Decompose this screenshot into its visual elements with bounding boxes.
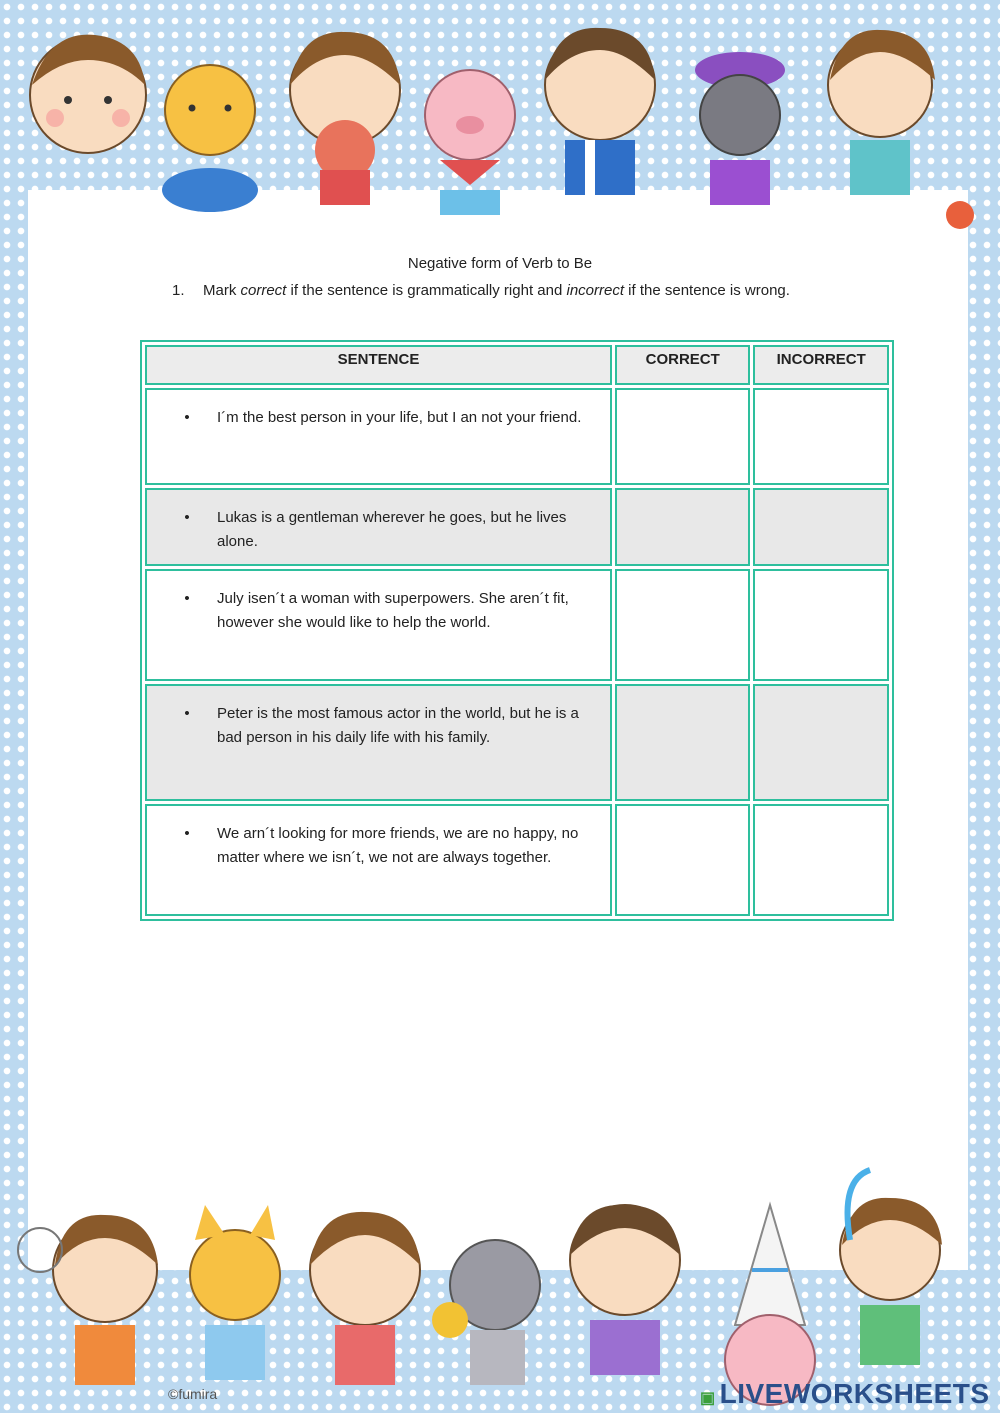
sentence-text: I´m the best person in your life, but I an not your friend.: [217, 409, 582, 426]
table-row: [145, 804, 889, 916]
table-row: [145, 569, 889, 681]
sentence-cell: [145, 684, 612, 801]
header-correct: CORRECT: [615, 345, 750, 385]
instruction-text: Mark correct if the sentence is grammatically right and incorrect if the sentence is wrong.: [203, 282, 790, 299]
incorrect-answer-box[interactable]: [753, 569, 889, 681]
sentence-text: July isen´t a woman with superpowers. She aren´t fit, however she would like to help the world.: [217, 590, 569, 631]
header-sentence: SENTENCE: [145, 345, 612, 385]
bottom-illustration: [0, 1160, 1000, 1413]
correct-answer-box[interactable]: [615, 388, 750, 485]
logo-icon: ▣: [700, 1390, 716, 1407]
kids-illustration: [30, 28, 974, 229]
sentence-cell: [145, 804, 612, 916]
bullet-icon: •: [184, 705, 190, 722]
worksheet-title: Negative form of Verb to Be: [407, 255, 593, 272]
answer-table: [140, 340, 894, 921]
correct-answer-box[interactable]: [615, 569, 750, 681]
sentence-cell: [145, 488, 612, 566]
correct-answer-box[interactable]: [615, 684, 750, 801]
incorrect-answer-box[interactable]: [753, 388, 889, 485]
sentence-cell: [145, 388, 612, 485]
incorrect-answer-box[interactable]: [753, 488, 889, 566]
kids-illustration: [18, 1170, 942, 1405]
illustration-credit: ©fumira: [168, 1386, 218, 1402]
incorrect-answer-box[interactable]: [753, 804, 889, 916]
sentence-cell: [145, 569, 612, 681]
incorrect-answer-box[interactable]: [753, 684, 889, 801]
table-row: [145, 488, 889, 566]
table-header-row: [145, 345, 889, 385]
liveworksheets-logo[interactable]: ▣ LIVEWORKSHEETS: [700, 1378, 990, 1409]
sentence-text: Peter is the most famous actor in the world, but he is a bad person in his daily life with his family.: [217, 705, 579, 746]
bullet-icon: •: [184, 825, 190, 842]
bullet-icon: •: [184, 409, 190, 426]
instruction: [172, 279, 832, 303]
bullet-icon: •: [184, 590, 190, 607]
sentence-text: Lukas is a gentleman wherever he goes, but he lives alone.: [217, 509, 567, 550]
table-row: [145, 684, 889, 801]
table-row: [145, 388, 889, 485]
correct-answer-box[interactable]: [615, 488, 750, 566]
header-incorrect: INCORRECT: [753, 345, 889, 385]
instruction-number: 1.: [172, 282, 185, 299]
correct-answer-box[interactable]: [615, 804, 750, 916]
sentence-text: We arn´t looking for more friends, we are no happy, no matter where we isn´t, we not are always together.: [217, 825, 579, 866]
bullet-icon: •: [184, 509, 190, 526]
top-illustration: [0, 0, 1000, 240]
